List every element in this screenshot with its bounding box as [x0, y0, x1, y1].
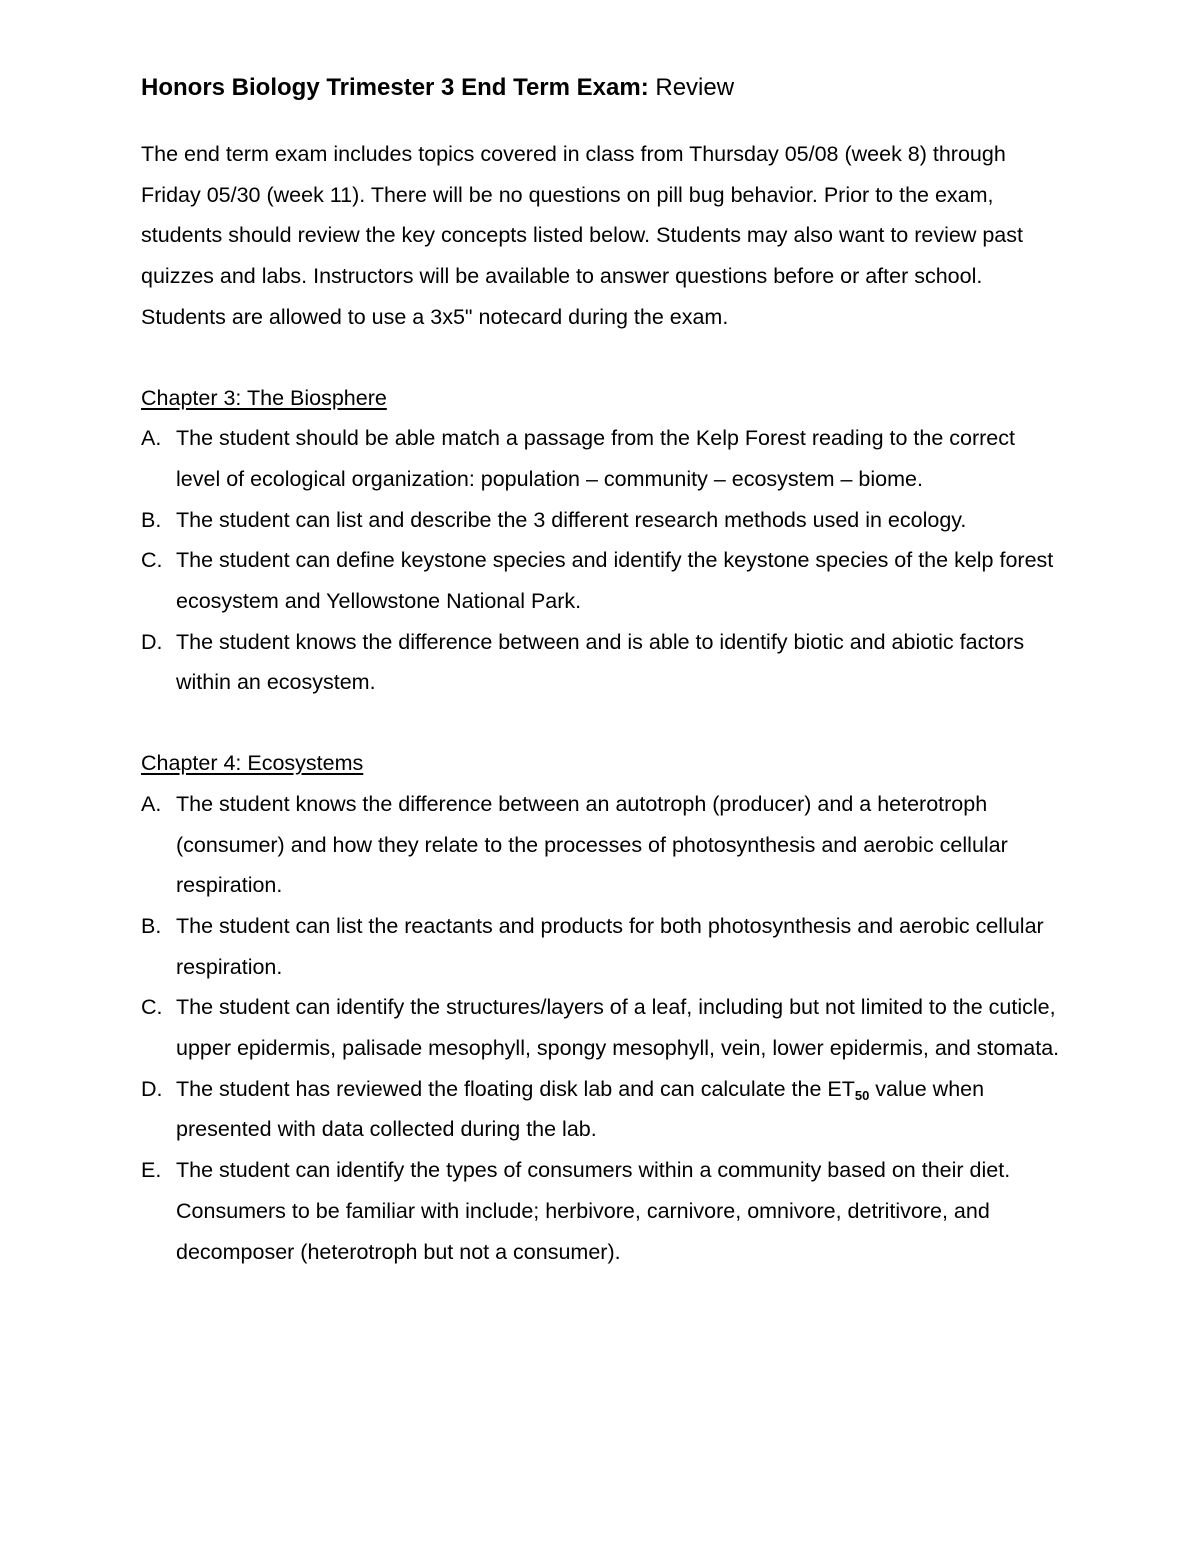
- list-item: [141, 418, 1061, 499]
- title-rest: Review: [648, 74, 735, 101]
- list-item: [141, 987, 1061, 1068]
- chapter-3-section: [141, 378, 1061, 704]
- document-page: [141, 68, 1061, 1272]
- item-letter: A.: [141, 426, 162, 451]
- list-item: [141, 540, 1061, 621]
- item-text: The student knows the difference between and is able to identify biotic and abiotic factors within an ecosystem.: [176, 629, 1025, 695]
- item-text: The student can identify the structures/layers of a leaf, including but not limited to the cuticle, upper epidermis, palisade mesophyll, spongy mesophyll, vein, lower epidermis, and stomata.: [176, 995, 1060, 1061]
- list-item: [141, 784, 1061, 906]
- title-bold: Honors Biology Trimester 3 End Term Exam:: [141, 74, 649, 101]
- chapter-4-section: [141, 743, 1061, 1272]
- chapter-3-list: [141, 418, 1061, 703]
- item-letter: C.: [141, 548, 163, 573]
- item-text-before: The student has reviewed the floating disk lab and can calculate the ET: [176, 1076, 855, 1101]
- list-item: [141, 622, 1061, 703]
- page-title: [141, 68, 1061, 108]
- intro-paragraph: The end term exam includes topics covered in class from Thursday 05/08 (week 8) through Friday 05/30 (week 11). There will be no questions on pill bug behavior. Prior to the exam, students should review the key concepts listed below. Students may also want to review past quizzes and labs. Instructors will be available to answer questions before or after school. Students are allowed to use a 3x5" notecard during the exam.: [141, 142, 1023, 329]
- item-text: The student can define keystone species and identify the keystone species of the kelp forest ecosystem and Yellowstone National Park.: [176, 548, 1054, 614]
- item-text: The student can list the reactants and products for both photosynthesis and aerobic cellular respiration.: [176, 913, 1044, 979]
- item-letter: B.: [141, 507, 162, 532]
- item-letter: E.: [141, 1158, 162, 1183]
- list-item: [141, 906, 1061, 987]
- item-text: The student can list and describe the 3 different research methods used in ecology.: [176, 507, 967, 532]
- list-item: [141, 1150, 1061, 1272]
- item-text: The student should be able match a passage from the Kelp Forest reading to the correct level of ecological organization: population – community – ecosystem – biome.: [176, 426, 1015, 491]
- item-text: The student can identify the types of consumers within a community based on their diet. Consumers to be familiar with include; herbivore, carnivore, omnivore, detritivore, and decomposer (heterotroph but not a consumer).: [176, 1158, 1011, 1264]
- list-item: [141, 1069, 1061, 1150]
- chapter-4-list: [141, 784, 1061, 1272]
- et50-subscript: 50: [854, 1087, 870, 1103]
- chapter-4-heading: Chapter 4: Ecosystems: [141, 751, 364, 776]
- item-letter: C.: [141, 995, 163, 1020]
- item-text: [176, 1069, 1061, 1150]
- item-letter: A.: [141, 791, 162, 816]
- list-item: [141, 500, 1061, 541]
- item-text-after: value when presented with data collected during the lab.: [176, 1076, 985, 1142]
- item-text: The student knows the difference between an autotroph (producer) and a heterotroph (consumer) and how they relate to the processes of photosynthesis and aerobic cellular respiration.: [176, 791, 1008, 898]
- chapter-3-heading: Chapter 3: The Biosphere: [141, 385, 387, 410]
- item-letter: D.: [141, 629, 163, 654]
- item-letter: D.: [141, 1076, 163, 1101]
- item-letter: B.: [141, 913, 162, 938]
